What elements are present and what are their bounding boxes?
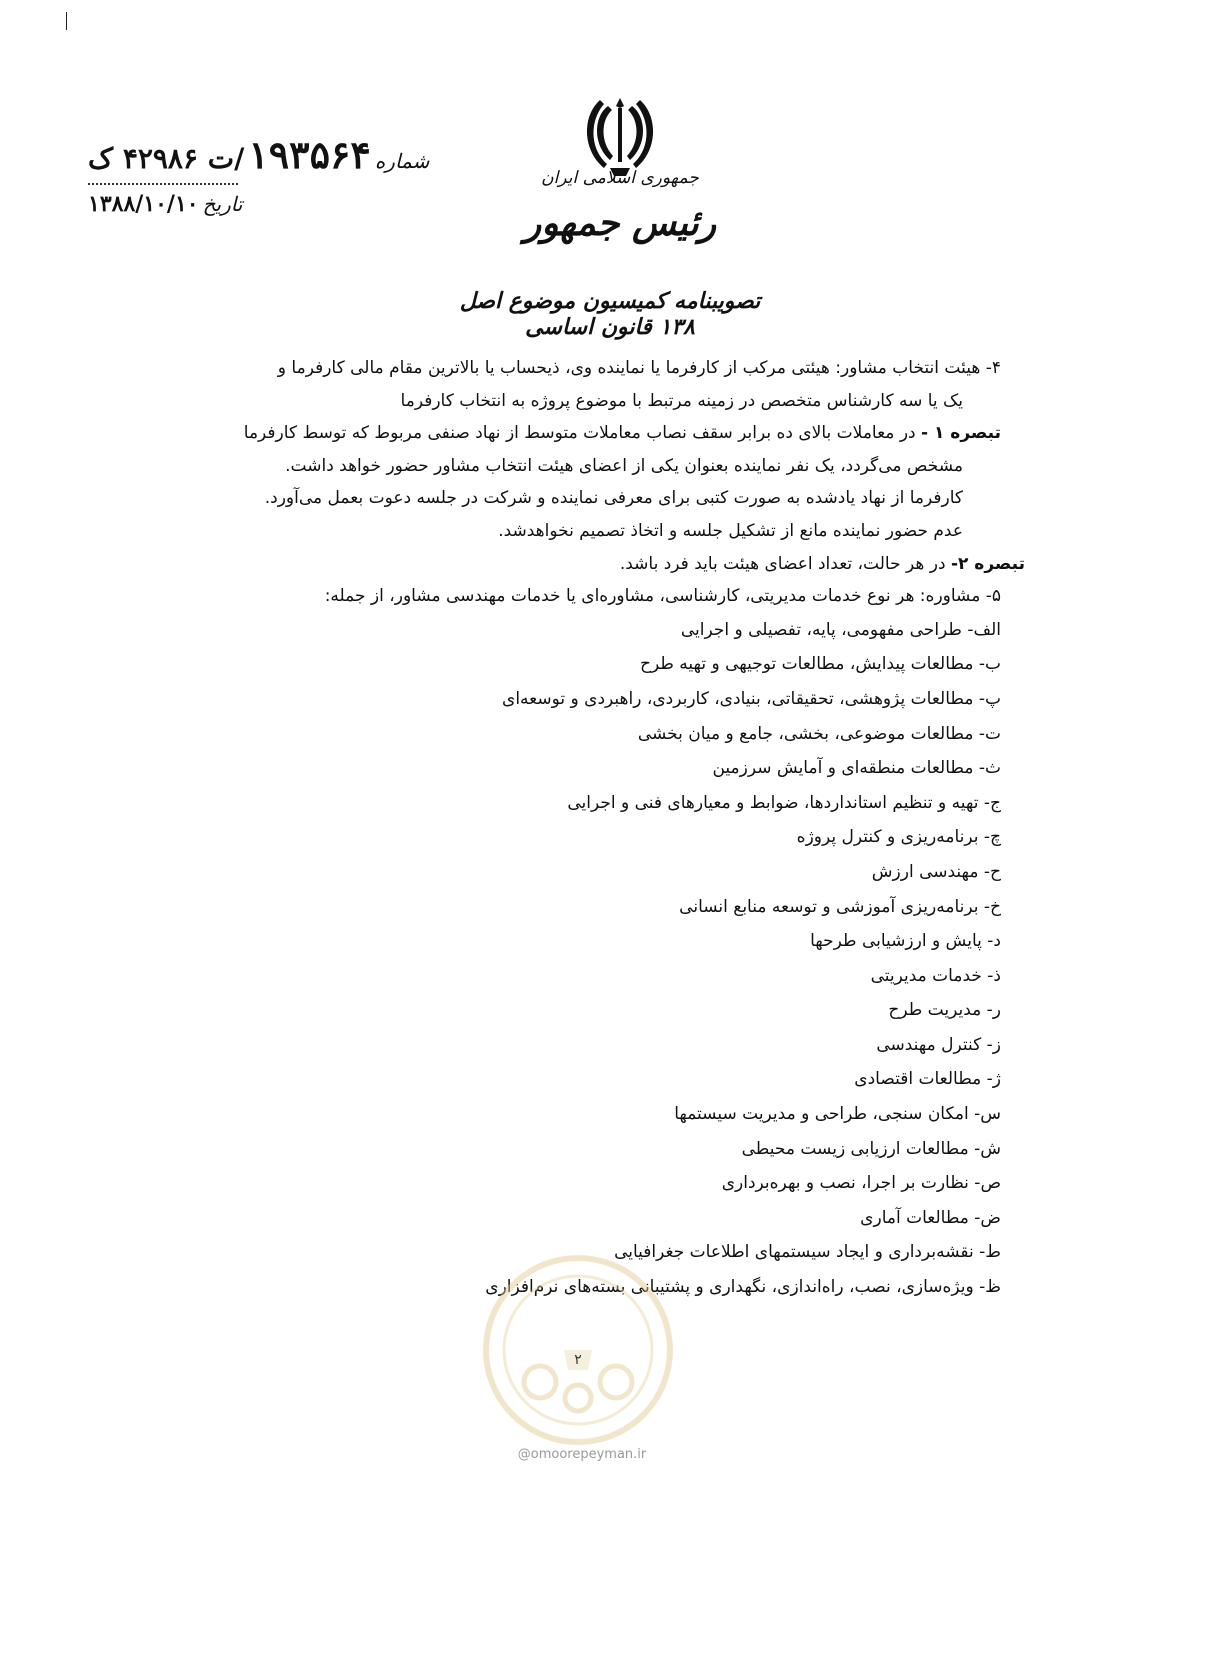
office-title: رئیس جمهور xyxy=(523,202,717,244)
clause-4-line-1: ۴- هیئت انتخاب مشاور: هیئتی مرکب از کارفرما یا نماینده وی، ذیحساب یا بالاترین مقام مالی کارفرما و xyxy=(277,358,1001,378)
note-1-first-line xyxy=(161,417,1001,450)
reference-block xyxy=(88,132,430,217)
number-suffix: /ت ۴۲۹۸۶ ک xyxy=(88,142,245,175)
number-dotted-line xyxy=(88,177,238,185)
list-item: خ- برنامه‌ریزی آموزشی و توسعه منابع انسانی xyxy=(679,896,1001,917)
list-item: ح- مهندسی ارزش xyxy=(871,861,1001,882)
list-item: ظ- ویژه‌سازی، نصب، راه‌اندازی، نگهداری و پشتیبانی بسته‌های نرم‌افزاری xyxy=(485,1277,1001,1298)
list-item: پ- مطالعات پژوهشی، تحقیقاتی، بنیادی، کاربردی، راهبردی و توسعه‌ای xyxy=(502,688,1001,709)
iran-emblem-icon xyxy=(580,92,660,180)
watermark-logo xyxy=(478,1250,678,1450)
note-2-line xyxy=(161,548,1025,581)
clause-5-line: ۵- مشاوره: هر نوع خدمات مدیریتی، کارشناسی، مشاوره‌ای یا خدمات مهندسی مشاور، از جمله: xyxy=(324,586,1001,607)
note-1-line-2: مشخص می‌گردد، یک نفر نماینده بعنوان یکی از اعضای هیئت انتخاب مشاور حضور خواهد داشت. xyxy=(285,455,963,476)
list-item: ث- مطالعات منطقه‌ای و آمایش سرزمین xyxy=(712,758,1001,779)
date-value: ۱۳۸۸/۱۰/۱۰ xyxy=(88,191,199,217)
note-1-line-4: عدم حضور نماینده مانع از تشکیل جلسه و اتخاذ تصمیم نخواهدشد. xyxy=(498,520,963,541)
country-name: جمهوری اسلامی ایران xyxy=(541,168,699,188)
list-item: ج- تهیه و تنظیم استانداردها، ضوابط و معیارهای فنی و اجرایی xyxy=(567,792,1001,813)
clause-4-line-2: یک یا سه کارشناس متخصص در زمینه مرتبط با موضوع پروژه به انتخاب کارفرما xyxy=(400,390,963,411)
note-1-first-text: در معاملات بالای ده برابر سقف نصاب معاملات متوسط از نهاد صنفی مربوط که توسط کارفرما xyxy=(243,423,916,444)
number-label: شماره xyxy=(374,149,430,173)
number-value: ۱۹۳۵۶۴ xyxy=(248,132,371,177)
list-item: چ- برنامه‌ریزی و کنترل پروژه xyxy=(796,827,1001,848)
note-1-line-3: کارفرما از نهاد یادشده به صورت کتبی برای معرفی نماینده و شرکت در جلسه دعوت بعمل می‌آورد. xyxy=(264,488,963,509)
list-item: ش- مطالعات ارزیابی زیست محیطی xyxy=(741,1138,1001,1159)
list-item: الف- طراحی مفهومی، پایه، تفصیلی و اجرایی xyxy=(680,619,1001,640)
scan-edge-mark xyxy=(66,12,67,30)
watermark-url: @omoorepeyman.ir xyxy=(517,1447,647,1462)
list-item: ت- مطالعات موضوعی، بخشی، جامع و میان بخشی xyxy=(637,723,1001,744)
list-item: د- پایش و ارزشیابی طرحها xyxy=(810,931,1001,952)
list-item: ر- مدیریت طرح xyxy=(888,1000,1001,1021)
note-1-label: تبصره ۱ - xyxy=(921,423,1001,444)
list-item: ز- کنترل مهندسی xyxy=(876,1034,1001,1055)
list-item: ژ- مطالعات اقتصادی xyxy=(854,1069,1001,1090)
list-item: ض- مطالعات آماری xyxy=(860,1207,1001,1228)
document-title: تصویبنامه کمیسیون موضوع اصل ۱۳۸ قانون اساسی xyxy=(459,288,761,340)
list-item: ط- نقشه‌برداری و ایجاد سیستمهای اطلاعات جغرافیایی xyxy=(614,1242,1001,1263)
services-list xyxy=(161,613,1001,1305)
date-row xyxy=(88,191,368,217)
note-2-text: در هر حالت، تعداد اعضای هیئت باید فرد باشد. xyxy=(619,553,946,574)
list-item: س- امکان سنجی، طراحی و مدیریت سیستمها xyxy=(674,1104,1001,1125)
page-number: ۲ xyxy=(574,1352,582,1368)
list-item: ب- مطالعات پیدایش، مطالعات توجیهی و تهیه طرح xyxy=(639,654,1001,675)
number-row xyxy=(88,132,430,177)
note-2-label: تبصره ۲- xyxy=(950,553,1025,574)
list-item: ذ- خدمات مدیریتی xyxy=(870,965,1001,986)
document-body xyxy=(161,352,1025,1305)
list-item: ص- نظارت بر اجرا، نصب و بهره‌برداری xyxy=(721,1173,1001,1194)
date-label: تاریخ xyxy=(202,192,243,216)
